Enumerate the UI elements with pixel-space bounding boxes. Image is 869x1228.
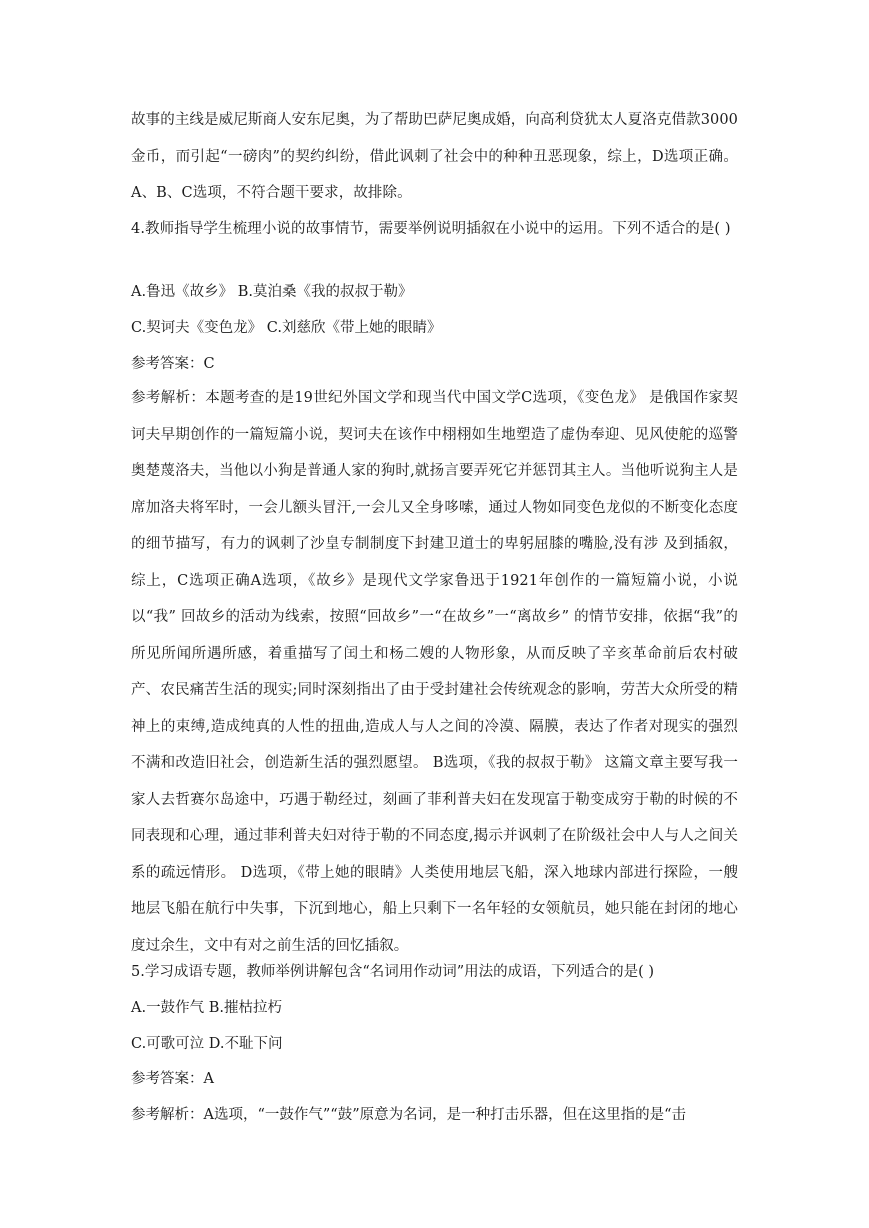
q4-analysis: 参考解析：本题考查的是19世纪外国文学和现当代中国文学C选项，《变色龙》 是俄国作家契诃夫早期创作的一篇短篇小说，契诃夫在该作中栩栩如生地塑造了虚伪奉迎、见风使舵的巡警奥楚蔑洛夫，当他以小狗是普通人家的狗时,就扬言要弄死它并惩罚其主人。当他听说狗主人是席加洛夫将军时，一会儿额头冒汗,一会儿又全身哆嗦，通过人物如同变色龙似的不断变化态度的细节描写，有力的讽刺了沙皇专制制度下封建卫道士的卑躬屈膝的嘴脸,没有涉 及到插叙，综上，C选项正确A选项，《故乡》是现代文学家鲁迅于1921年创作的一篇短篇小说，小说以“我” 回故乡的活动为线索，按照“回故乡”一“在故乡”一“离故乡” 的情节安排，依据“我”的所见所闻所遇所感，着重描写了闰土和杨二嫂的人物形象，从而反映了辛亥革命前后农村破产、农民痛苦生活的现实;同时深刻指出了由于受封建社会传统观念的影响，劳苦大众所受的精神上的束缚,造成纯真的人性的扭曲,造成人与人之间的冷漠、隔膜，表达了作者对现实的强烈不满和改造旧社会，创造新生活的强烈愿望。 B选项，《我的叔叔于勒》 这篇文章主要写我一家人去哲赛尔岛途中，巧遇于勒经过，刻画了菲利普夫妇在发现富于勒变成穷于勒的时候的不同表现和心理，通过菲利普夫妇对待于勒的不同态度,揭示并讽刺了在阶级社会中人与人之间关系的疏远情形。 D选项，《带上她的眼睛》人类使用地层飞船，深入地球内部进行探险，一艘地层飞船在航行中失事，下沉到地心，船上只剩下一名年轻的女领航员，她只能在封闭的地心度过余生，文中有对之前生活的回忆插叙。 [131, 390, 738, 954]
q5-question-stem: 5.学习成语专题，教师举例讲解包含“名词用作动词”用法的成语，下列适合的是( ) [131, 964, 655, 980]
q5-options-ab: A.一鼓作气 B.摧枯拉朽 [131, 1000, 282, 1016]
q5-options-cd: C.可歌可泣 D.不耻下问 [131, 1036, 283, 1052]
q4-options-cd: C.契诃夫《变色龙》 C.刘慈欣《带上她的眼睛》 [131, 320, 442, 336]
q5-analysis-start: 参考解析：A选项，“一鼓作气”“鼓”原意为名词，是一种打击乐器，但在这里指的是“击 [131, 1107, 687, 1123]
q4-question-stem: 4.教师指导学生梳理小说的故事情节，需要举例说明插叙在小说中的运用。下列不适合的是( ) [131, 221, 731, 237]
q4-options-ab: A.鲁迅《故乡》 B.莫泊桑《我的叔叔于勒》 [131, 284, 413, 300]
q3-analysis-continuation: 故事的主线是威尼斯商人安东尼奥，为了帮助巴萨尼奥成婚，向高利贷犹太人夏洛克借款3000金币，而引起“一磅肉”的契约纠纷，借此讽刺了社会中的种种丑恶现象，综上，D选项正确。 A、B、C选项，不符合题干要求，故排除。 [131, 112, 738, 201]
q5-answer: 参考答案：A [131, 1071, 214, 1087]
q4-answer: 参考答案：C [131, 356, 215, 372]
